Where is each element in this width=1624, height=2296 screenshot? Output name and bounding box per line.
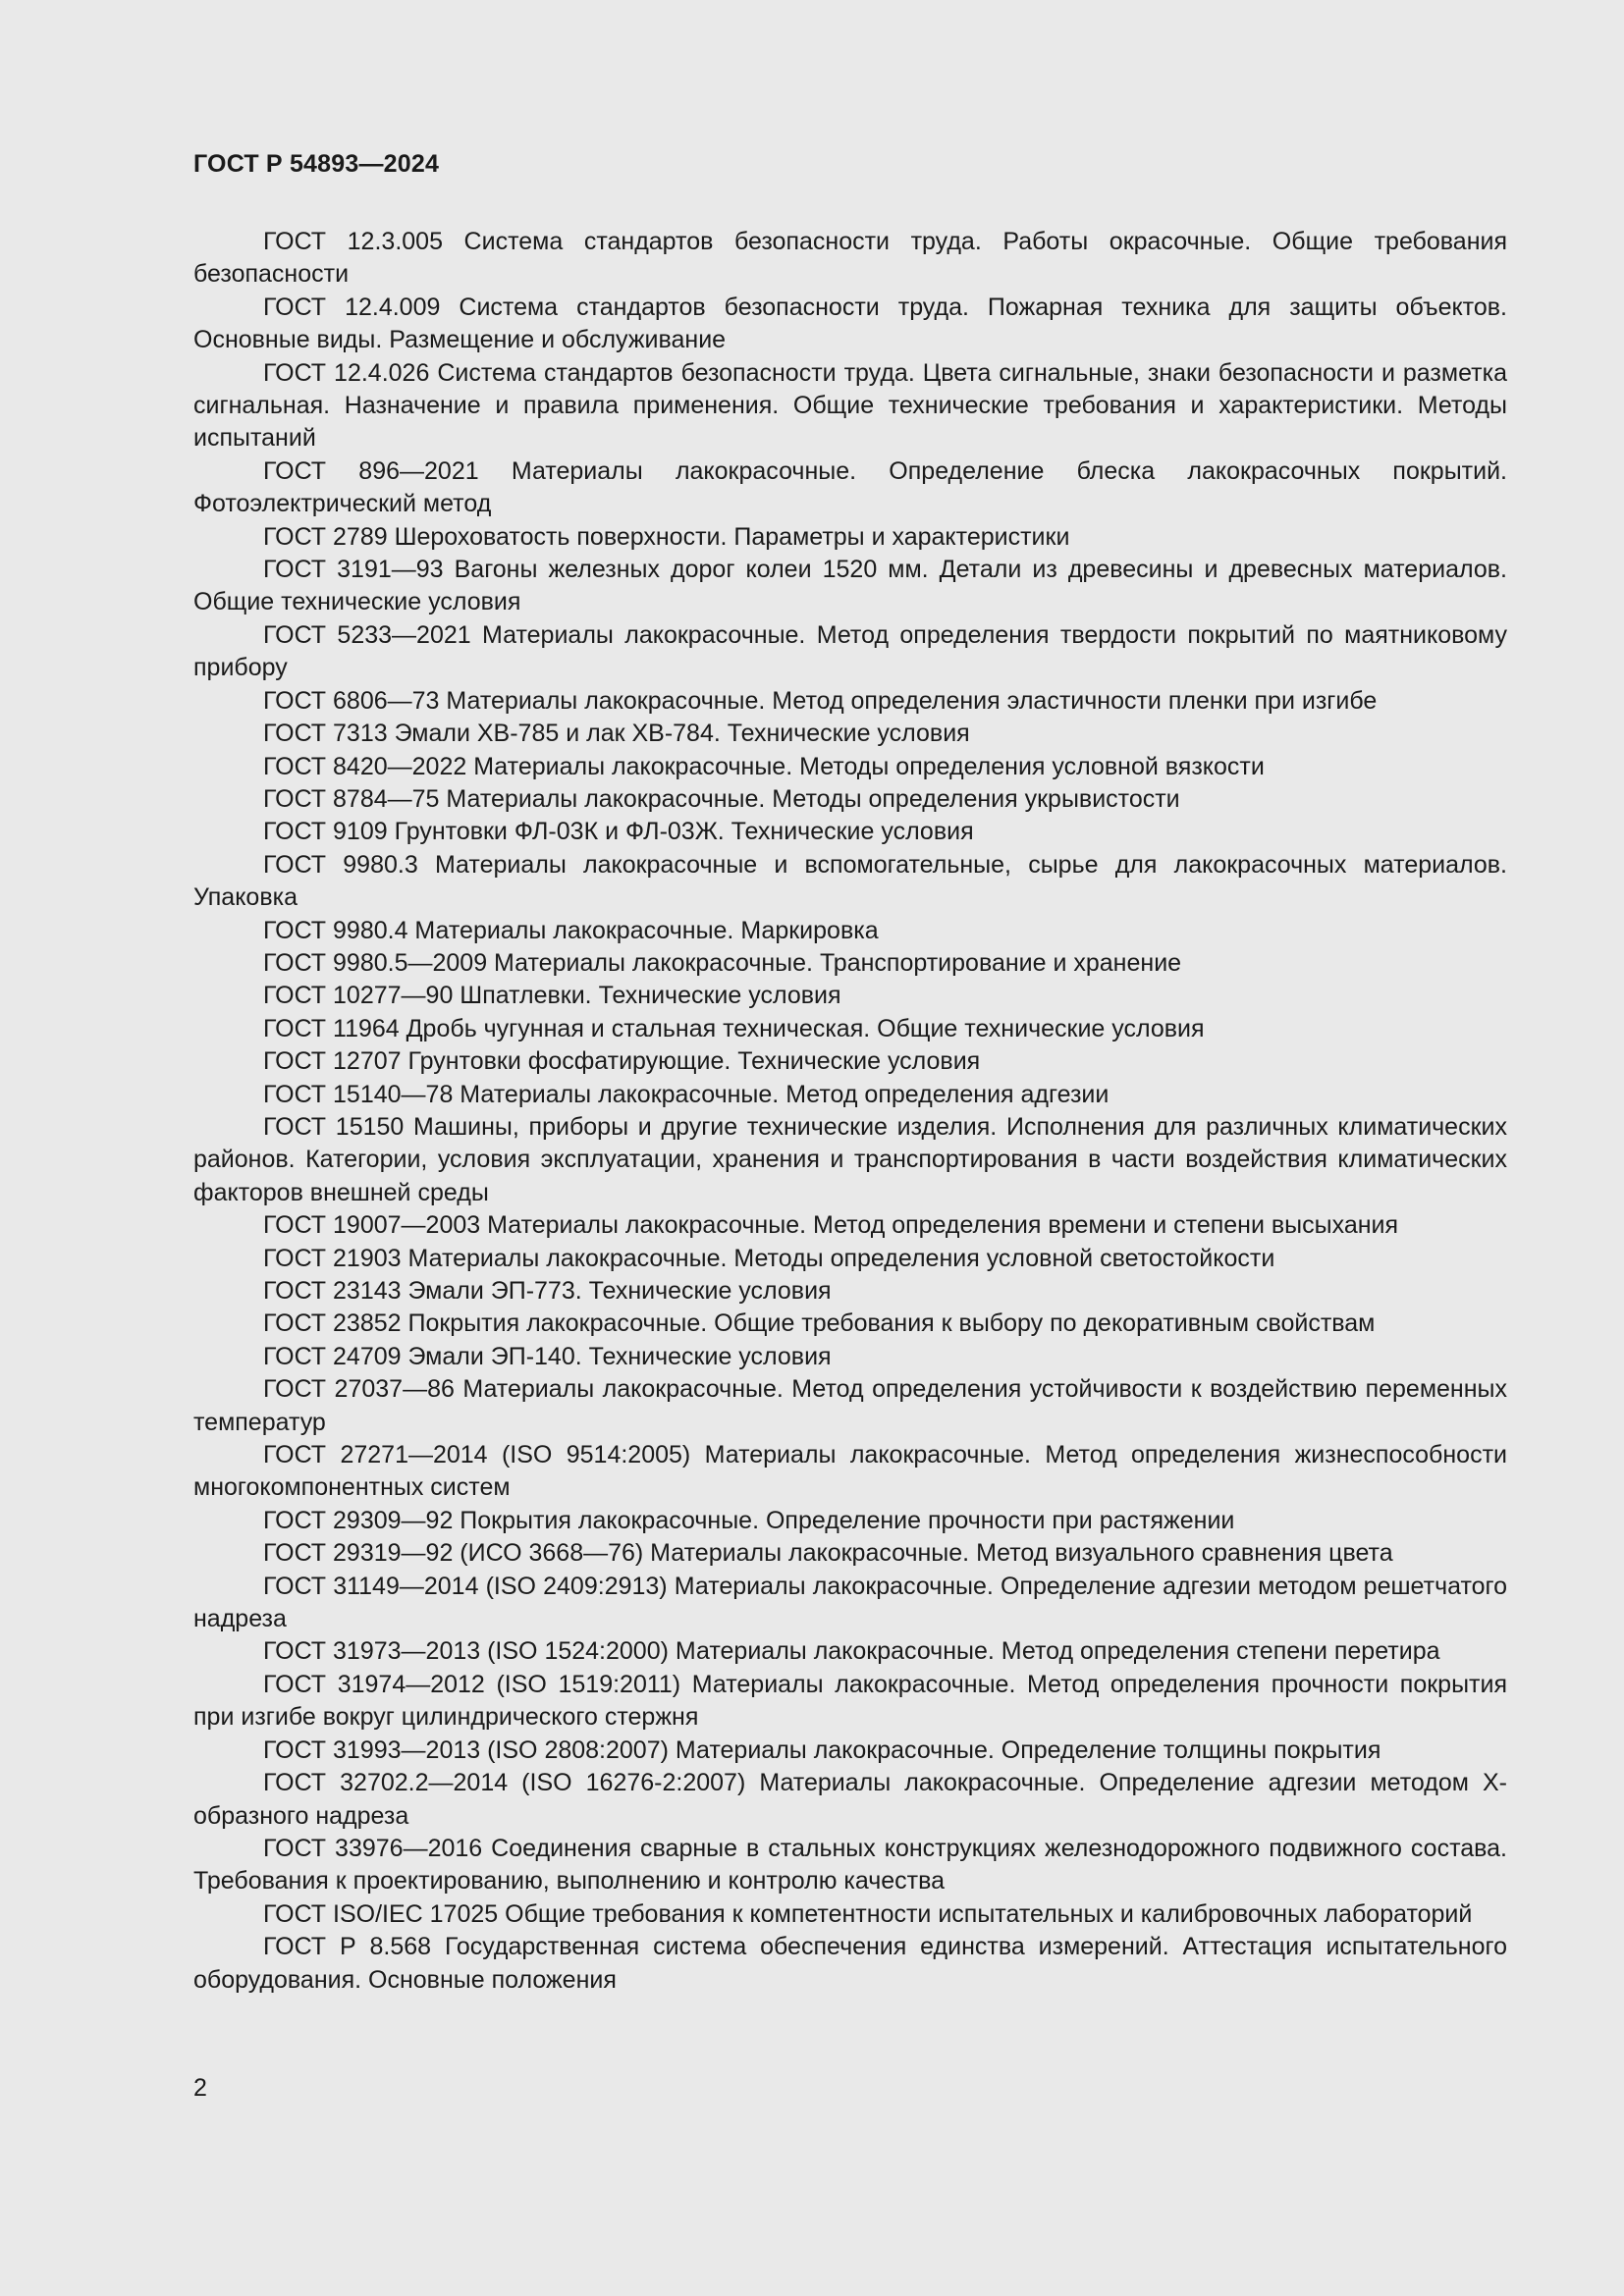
reference-item: ГОСТ 19007—2003 Материалы лакокрасочные. Метод определения времени и степени высыхания [263, 1211, 1399, 1240]
reference-item: ГОСТ 7313 Эмали ХВ-785 и лак ХВ-784. Технические условия [263, 720, 970, 748]
reference-item: ГОСТ 23852 Покрытия лакокрасочные. Общие требования к выбору по декоративным свойствам [263, 1309, 1376, 1338]
reference-item: ГОСТ 10277—90 Шпатлевки. Технические условия [263, 982, 841, 1010]
reference-item: ГОСТ 9980.3 Материалы лакокрасочные и вспомогательные, сырье для лакокрасочных материалов. Упаковка [193, 850, 1507, 912]
reference-item: ГОСТ 24709 Эмали ЭП-140. Технические условия [263, 1342, 832, 1370]
reference-item: ГОСТ 6806—73 Материалы лакокрасочные. Метод определения эластичности пленки при изгибе [263, 686, 1378, 715]
reference-item: ГОСТ 5233—2021 Материалы лакокрасочные. Метод определения твердости покрытий по маятниковому прибору [193, 620, 1507, 682]
reference-item: ГОСТ 15140—78 Материалы лакокрасочные. Метод определения адгезии [263, 1080, 1110, 1108]
reference-item: ГОСТ 9980.4 Материалы лакокрасочные. Маркировка [263, 916, 879, 944]
reference-item: ГОСТ 9980.5—2009 Материалы лакокрасочные. Транспортирование и хранение [263, 948, 1182, 977]
reference-item: ГОСТ 2789 Шероховатость поверхности. Параметры и характеристики [263, 522, 1070, 551]
reference-item: ГОСТ 27271—2014 (ISO 9514:2005) Материалы лакокрасочные. Метод определения жизнеспособности многокомпонентных систем [193, 1441, 1507, 1502]
reference-item: ГОСТ 29319—92 (ИСО 3668—76) Материалы лакокрасочные. Метод визуального сравнения цвета [263, 1539, 1393, 1568]
page-number: 2 [193, 2074, 207, 2102]
reference-item: ГОСТ 12.4.026 Система стандартов безопасности труда. Цвета сигнальные, знаки безопасности и разметка сигнальная. Назначение и правила применения. Общие технические требования и характеристики. Методы испытаний [193, 358, 1507, 453]
reference-item: ГОСТ 3191—93 Вагоны железных дорог колеи 1520 мм. Детали из древесины и древесных материалов. Общие технические условия [193, 556, 1507, 616]
reference-item: ГОСТ 11964 Дробь чугунная и стальная техническая. Общие технические условия [263, 1014, 1205, 1042]
reference-item: ГОСТ 8420—2022 Материалы лакокрасочные. Методы определения условной вязкости [263, 752, 1265, 780]
reference-item: ГОСТ 33976—2016 Соединения сварные в стальных конструкциях железнодорожного подвижного состава. Требования к проектированию, выполнению и контролю качества [193, 1834, 1507, 1896]
reference-item: ГОСТ 12.4.009 Система стандартов безопасности труда. Пожарная техника для защиты объектов. Основные виды. Размещение и обслуживание [193, 293, 1507, 354]
reference-item: ГОСТ 8784—75 Материалы лакокрасочные. Методы определения укрывистости [263, 784, 1180, 813]
document-header: ГОСТ Р 54893—2024 [193, 150, 440, 178]
reference-item: ГОСТ 31973—2013 (ISO 1524:2000) Материалы лакокрасочные. Метод определения степени перетира [263, 1637, 1440, 1666]
reference-item: ГОСТ ISO/IEC 17025 Общие требования к компетентности испытательных и калибровочных лабораторий [263, 1899, 1473, 1928]
reference-item: ГОСТ 12707 Грунтовки фосфатирующие. Технические условия [263, 1047, 981, 1076]
reference-item: ГОСТ 896—2021 Материалы лакокрасочные. Определение блеска лакокрасочных покрытий. Фотоэлектрический метод [193, 456, 1507, 518]
reference-item: ГОСТ 31974—2012 (ISO 1519:2011) Материалы лакокрасочные. Метод определения прочности покрытия при изгибе вокруг цилиндрического стержня [193, 1670, 1507, 1732]
reference-item: ГОСТ 21903 Материалы лакокрасочные. Методы определения условной светостойкости [263, 1244, 1275, 1272]
reference-item: ГОСТ 9109 Грунтовки ФЛ-03К и ФЛ-03Ж. Технические условия [263, 818, 974, 846]
normative-references-list [193, 226, 1507, 1997]
reference-item: ГОСТ 27037—86 Материалы лакокрасочные. Метод определения устойчивости к воздействию переменных температур [193, 1375, 1507, 1436]
reference-item: ГОСТ 31149—2014 (ISO 2409:2913) Материалы лакокрасочные. Определение адгезии методом решетчатого надреза [193, 1572, 1507, 1633]
reference-item: ГОСТ 12.3.005 Система стандартов безопасности труда. Работы окрасочные. Общие требования безопасности [193, 228, 1507, 289]
reference-item: ГОСТ 31993—2013 (ISO 2808:2007) Материалы лакокрасочные. Определение толщины покрытия [263, 1735, 1381, 1764]
reference-item: ГОСТ Р 8.568 Государственная система обеспечения единства измерений. Аттестация испытательного оборудования. Основные положения [193, 1933, 1507, 1994]
reference-item: ГОСТ 15150 Машины, приборы и другие технические изделия. Исполнения для различных климатических районов. Категории, условия эксплуатации, хранения и транспортирования в части воздействия климатических факторов внешней среды [193, 1112, 1507, 1206]
reference-item: ГОСТ 23143 Эмали ЭП-773. Технические условия [263, 1277, 832, 1305]
reference-item: ГОСТ 29309—92 Покрытия лакокрасочные. Определение прочности при растяжении [263, 1506, 1235, 1534]
reference-item: ГОСТ 32702.2—2014 (ISO 16276-2:2007) Материалы лакокрасочные. Определение адгезии методом Х-образного надреза [193, 1769, 1507, 1830]
